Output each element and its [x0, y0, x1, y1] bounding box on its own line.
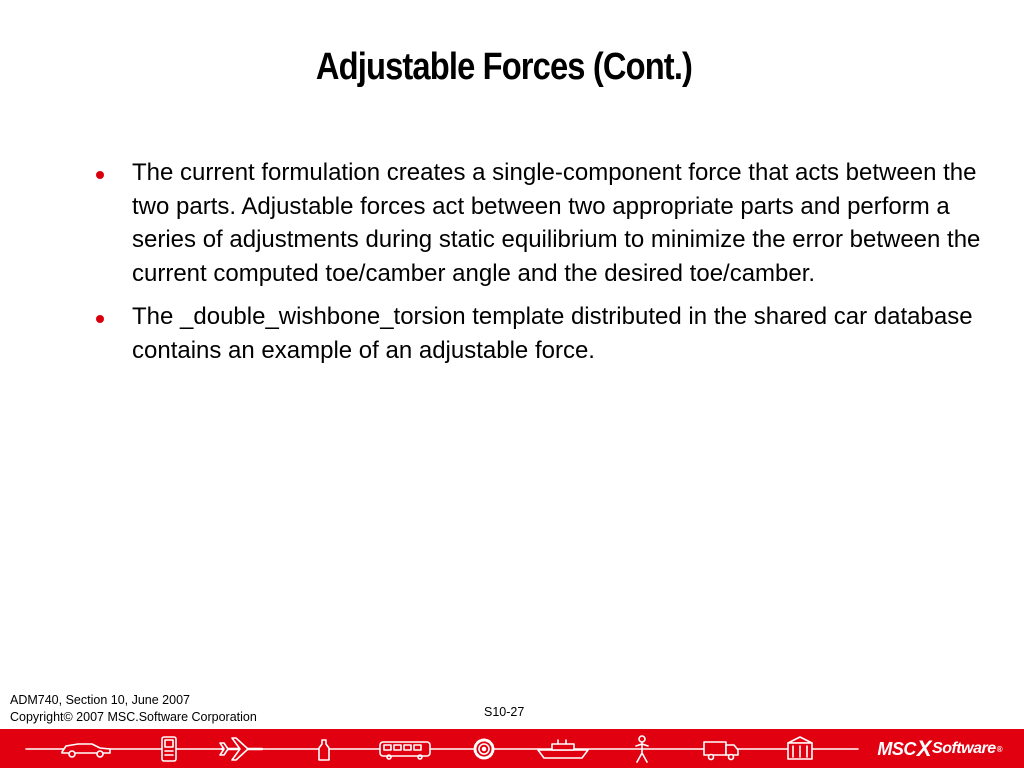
slide-title: Adjustable Forces (Cont.) — [315, 46, 693, 88]
bullet-item — [94, 156, 984, 290]
bullet-dot-icon — [96, 315, 104, 323]
phone-icon — [162, 737, 176, 761]
page-number: S10-27 — [484, 705, 525, 719]
airplane-icon — [220, 738, 262, 760]
train-icon — [380, 742, 430, 759]
bullet-item — [94, 300, 984, 367]
building-icon — [788, 737, 812, 759]
msc-software-logo: MSC X Software ® — [877, 736, 1002, 761]
industry-icons-strip — [0, 729, 860, 768]
truck-icon — [704, 742, 738, 760]
bullet-list — [94, 156, 984, 377]
bullet-text: The current formulation creates a single-component force that acts between the two parts. Adjustable forces act between two appropriate parts and perform a series of adjustments during static equilibrium to minimize the error between the current computed toe/camber angle and the desired toe/camber. — [132, 159, 981, 287]
copyright-line: Copyright© 2007 MSC.Software Corporation — [10, 710, 257, 724]
bullet-dot-icon — [96, 171, 104, 179]
course-line: ADM740, Section 10, June 2007 — [10, 693, 190, 707]
gear-icon — [475, 740, 493, 758]
footer-credits — [10, 692, 257, 726]
bullet-text: The _double_wishbone_torsion template distributed in the shared car database contains an example of an adjustable force. — [132, 303, 973, 364]
bottle-icon — [319, 740, 329, 760]
car-icon — [62, 744, 110, 757]
footer-bar — [0, 729, 1024, 768]
